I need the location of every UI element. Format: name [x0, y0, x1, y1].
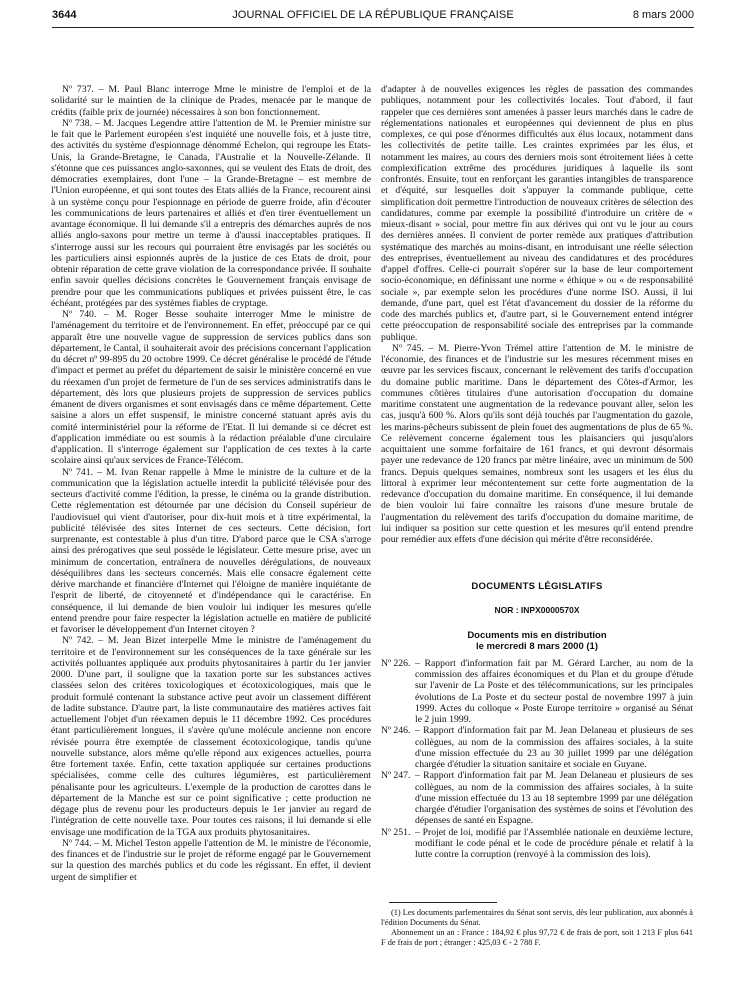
- documents-title-line1: Documents mis en distribution: [467, 629, 607, 641]
- document-number: Nº 247.: [381, 770, 411, 782]
- footnote: [381, 908, 693, 948]
- document-item: [381, 770, 693, 826]
- footnote-line2: Abonnement un an : France : 184,92 € plus 97,72 € de frais de port, soit 1 213 F plus 641 F de frais de port ; étranger : 425,03 € - 2 788 F.: [381, 928, 693, 948]
- question-744-start: Nº 744. – M. Michel Teston appelle l'attention de M. le ministre de l'économie, des finances et de l'industrie sur le projet de réforme engagé par le Gouvernement sur la question des marchés publics et du code les régissant. En effet, il devient urgent de simplifier et: [51, 837, 371, 883]
- footnote-rule: [389, 902, 497, 903]
- documents-list: [381, 658, 693, 861]
- page-number: 3644: [52, 9, 77, 21]
- document-number: Nº 226.: [381, 657, 411, 669]
- document-number: Nº 251.: [381, 826, 411, 838]
- question-742: Nº 742. – M. Jean Bizet interpelle Mme le ministre de l'aménagement du territoire et de l'environnement sur les conséquences de la taxe générale sur les activités polluantes appliquée aux produits phytosanitaires à partir du 1er janvier 2000. D'une part, il souligne que la taxation porte sur les substances actives classées selon des critères toxicologiques et écotoxicologiques, mais que le produit formulé contenant la substance active peut avoir un classement différent de ladite substance. D'autre part, la liste communautaire des matières actives fait actuellement l'objet d'un réexamen depuis le 11 décembre 1992. Ces procédures étant particulièrement longues, il s'avère qu'une molécule ancienne non encore révisée pourra être exemptée de classement écotoxicologique, tandis qu'une nouvelle substance, alors même qu'elle répond aux exigences actuelles, pourra être fortement taxée. Enfin, cette taxation appliquée sur certaines productions spécialisées, comme celle des cultures légumières, est particulièrement pénalisante pour les agriculteurs. L'exemple de la production de carottes dans le département de la Manche est sur ce point significative ; cette production ne dégage plus de revenu pour les producteurs depuis le 1er janvier au regard de l'intégration de cette nouvelle taxe. Pour toutes ces raisons, il lui demande si elle envisage une modification de la TGA aux produits phytosanitaires.: [51, 635, 371, 838]
- page-header: [52, 9, 694, 25]
- left-column: [51, 84, 371, 883]
- documents-title-line2: le mercredi 8 mars 2000 (1): [476, 640, 598, 652]
- documents-title: [381, 630, 693, 652]
- footnote-line1: (1) Les documents parlementaires du Sénat sont servis, dès leur publication, aux abonnés à l'édition Documents du Sénat.: [381, 908, 693, 928]
- question-737: Nº 737. – M. Paul Blanc interroge Mme le ministre de l'emploi et de la solidarité sur le maintien de la clinique de Prades, menacée par le manque de crédits (faible prix de journée) nécessaires à son bon fonctionnement.: [51, 84, 371, 118]
- document-number: Nº 246.: [381, 725, 411, 737]
- document-item: [381, 658, 693, 726]
- journal-title: JOURNAL OFFICIEL DE LA RÉPUBLIQUE FRANÇAISE: [232, 9, 514, 21]
- document-text: – Rapport d'information fait par M. Gérard Larcher, au nom de la commission des affaires économiques et du Plan et du groupe d'étude sur l'avenir de La Poste et des télécommunications, sur les principales évolutions de La Poste et du secteur postal de novembre 1997 à juin 1999. Actes du colloque « Poste Europe territoire » organisé au Sénat le 2 juin 1999.: [415, 657, 693, 725]
- question-741: Nº 741. – M. Ivan Renar rappelle à Mme le ministre de la culture et de la communication que la législation actuelle interdit la publicité télévisée pour des secteurs d'activité comme l'édition, la presse, le cinéma ou la grande distribution. Cette réglementation est détournée par une décision du Conseil supérieur de l'audiovisuel qui vient d'autoriser, pour dix-huit mois et à titre expérimental, la publicité télévisée des sites Internet de ces secteurs. Cette décision, fort surprenante, est contestable à plus d'un titre. D'abord parce que le CSA s'arroge ainsi des prérogatives que seul possède le législateur. Cette mesure prise, avec un minimum de concertation, entraînera de nouvelles dérégulations, de nouveaux déséquilibres dans les secteurs concernés. Mais elle consacre également cette dérive marchande et financière d'Internet qui l'éloigne de manière inquiétante de l'esprit de liberté, de citoyenneté et d'indépendance qui le caractérise. En conséquence, il lui demande de bien vouloir lui indiquer les mesures qu'elle entend prendre pour faire respecter la législation actuelle en matière de publicité et favoriser le développement d'un Internet citoyen ?: [51, 466, 371, 635]
- document-text: – Rapport d'information fait par M. Jean Delaneau et plusieurs de ses collègues, au nom de la commission des affaires sociales, à la suite d'une mission effectuée du 13 au 18 septembre 1999 par une délégation chargée d'étudier l'organisation des systèmes de soins et l'évolution des dépenses de santé en Espagne.: [415, 770, 693, 827]
- nor-reference: NOR : INPX0000570X: [494, 604, 580, 615]
- section-heading: DOCUMENTS LÉGISLATIFS: [471, 581, 603, 593]
- document-item: [381, 725, 693, 770]
- document-text: – Projet de loi, modifié par l'Assemblée nationale en deuxième lecture, modifiant le code pénal et le code de procédure pénale et relatif à la lutte contre la corruption (renvoyé à la commission des lois).: [415, 826, 693, 860]
- issue-date: 8 mars 2000: [632, 9, 694, 21]
- document-text: – Rapport d'information fait par M. Jean Delaneau et plusieurs de ses collègues, au nom de la commission des affaires sociales, à la suite d'une mission effectuée du 23 au 30 juillet 1999 par une délégation chargée d'étudier la situation sanitaire et sociale en Guyane.: [415, 725, 693, 770]
- document-item: [381, 827, 693, 861]
- right-column: [381, 84, 693, 948]
- question-745: Nº 745. – M. Pierre-Yvon Trémel attire l'attention de M. le ministre de l'économie, des finances et de l'industrie sur les mesures récemment mises en œuvre par les services fiscaux, concernant le relèvement des tarifs d'occupation du domaine public maritime. Dans le département des Côtes-d'Armor, les communes côtières titulaires d'une autorisation d'occupation du domaine maritime constatent une augmentation de la redevance pouvant aller, selon les cas, jusqu'à 600 %. Alors qu'ils sont déjà touchés par l'augmentation du gazole, les marins-pêcheurs subissent de plein fouet des augmentations de plus de 65 %. Ce relèvement concerne également tous les plaisanciers qui jusqu'alors acquittaient une somme forfaitaire de 161 francs, et qui devront désormais payer une redevance de 120 francs par mètre linéaire, avec un minimum de 500 francs. Depuis quelques semaines, nombreux sont les usagers et les élus du littoral à exprimer leur mécontentement sur cette forte augmentation de la redevance d'occupation du domaine maritime. En conséquence, il lui demande de bien vouloir lui faire connaître les raisons d'une mesure brutale de l'augmentation du relèvement des tarifs d'occupation du domaine maritime, de lui indiquer sa position sur cette question et les mesures qu'il entend prendre pour remédier aux effets d'une décision qui mérite d'être reconsidérée.: [381, 342, 693, 545]
- header-rule: [52, 27, 694, 28]
- question-744-continued: d'adapter à de nouvelles exigences les règles de passation des commandes publiques, notamment pour les collectivités locales. Tout d'abord, il faut rappeler que ces dernières sont amenées à passer leurs marchés dans le cadre de réglementations nationales et européennes qui deviennent de plus en plus complexes, ce qui pose d'énormes difficultés aux élus locaux, notamment dans les collectivités de petite taille. Les craintes exprimées par les élus, et notamment les maires, au cours des derniers mois sont étroitement liées à cette complexification extrême des procédures juridiques à laquelle ils sont confrontés. Ensuite, tout en renforçant les garanties intangibles de transparence et d'équité, sur lesquelles doit s'appuyer la commande publique, cette simplification doit permettre l'introduction de nouveaux critères de sélection des candidatures, comme par exemple la possibilité d'introduire un critère de « mieux-disant » social, pour mettre fin aux dérives qui ont vu le jour au cours des dernières années. Il convient de porter remède aux pratiques d'attribution systématique des marchés au moins-disant, en introduisant une réelle sélection des entreprises, éventuellement au niveau des candidatures et des procédures d'appel d'offres. Celle-ci pourrait s'opérer sur la base de leur comportement socio-économique, en définissant une norme « éthique » ou « de responsabilité sociale », par exemple selon les procédures d'une norme ISO. Aussi, il lui demande, d'une part, quel est l'état d'avancement du dossier de la réforme du code des marchés publics et, d'autre part, si le Gouvernement entend intégrer cette préoccupation de responsabilité sociale des entreprises par la commande publique.: [381, 84, 693, 343]
- question-740: Nº 740. – M. Roger Besse souhaite interroger Mme le ministre de l'aménagement du territoire et de l'environnement. En effet, préoccupé par ce qui apparaît être une nouvelle vague de suppression de services publics dans son département, le Cantal, il souhaiterait avoir des précisions concernant l'application du décret nº 99-895 du 20 octobre 1999. Ce décret généralise le procédé de l'étude d'impact et permet au préfet du département de saisir le ministère concerné en vue du réexamen d'un projet de fermeture de l'un de ses services administratifs dans le département, dès lors que plusieurs projets de suppression de services publics émanent de divers organismes et sont envisagés dans ce même département. Cette saisine a alors un effet suspensif, le ministre concerné statuant après avis du comité interministériel pour la réforme de l'Etat. Il lui demande si ce décret est d'application immédiate ou est soumis à la rédaction préalable d'une circulaire d'application. Il s'interroge également sur l'application de ces textes à la carte scolaire ainsi qu'aux services de France-Télécom.: [51, 309, 371, 467]
- question-738: Nº 738. – M. Jacques Legendre attire l'attention de M. le Premier ministre sur le fait que le Parlement européen s'est inquiété une nouvelle fois, et à juste titre, des activités du système d'espionnage dénommé Echelon, qui regroupe les Etats-Unis, la Grande-Bretagne, le Canada, l'Australie et la Nouvelle-Zélande. Il s'étonne que ces puissances anglo-saxonnes, qui se veulent des Etats de droit, des démocraties exemplaires, dont l'une – la Grande-Bretagne – est membre de l'Union européenne, et qui sont toutes des Etats alliés de la France, recourent ainsi à un système conçu pour l'espionnage en période de guerre froide, afin d'écouter les communications de leurs partenaires et alliés et d'en tirer éventuellement un avantage économique. Il lui demande s'il a entrepris des démarches auprès de nos alliés anglo-saxons pour mettre un terme à d'aussi inacceptables pratiques. Il s'interroge aussi sur les recours qui pourraient être envisagés par les sociétés ou les particuliers ainsi espionnés auprès de la justice de ces Etats de droit, pour obtenir réparation de cette grave violation de la correspondance privée. Il souhaite enfin savoir quelles décisions concrètes le Gouvernement français envisage de prendre pour que les communications publiques et privées puissent être, le cas échéant, protégées par des systèmes fiables de cryptage.: [51, 117, 371, 309]
